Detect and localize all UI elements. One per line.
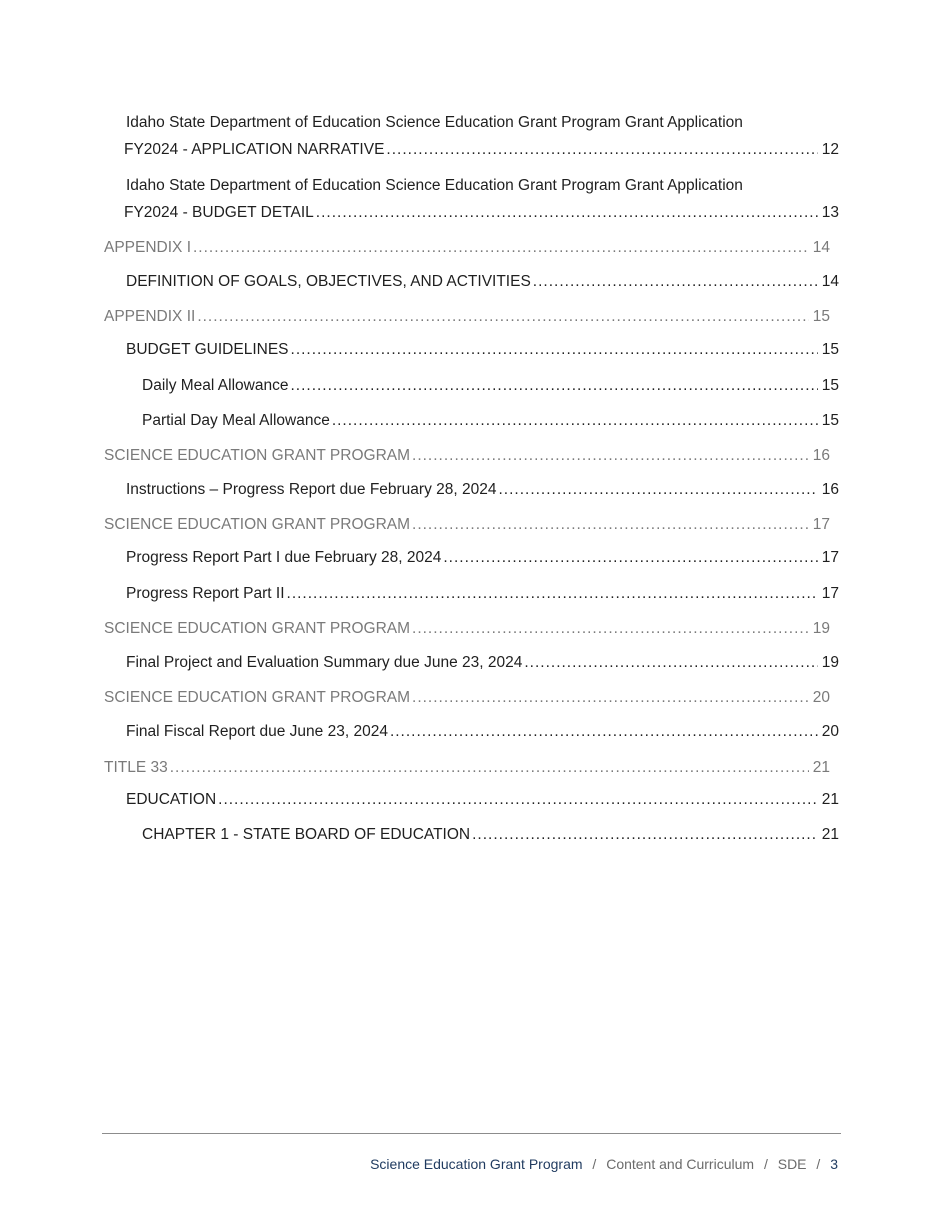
toc-entry[interactable]: [126, 272, 839, 292]
dot-leader: [524, 653, 817, 673]
dot-leader: [332, 411, 818, 431]
toc-entry-page: 14: [821, 273, 839, 290]
toc-entry-page: 21: [821, 791, 839, 808]
toc-entry-page: 15: [812, 308, 830, 325]
dot-leader: [291, 340, 818, 360]
toc-entry[interactable]: [124, 176, 839, 223]
toc-entry-page: 15: [821, 377, 839, 394]
toc-entry-title: APPENDIX II: [104, 308, 196, 325]
footer-program-name: Science Education Grant Program: [370, 1156, 583, 1172]
dot-leader: [412, 619, 809, 639]
toc-entry[interactable]: [126, 584, 839, 604]
toc-entry-page: 21: [812, 759, 830, 776]
dot-leader: [498, 480, 817, 500]
toc-entry-page: 20: [812, 689, 830, 706]
toc-entry-title: APPENDIX I: [104, 239, 191, 256]
toc-entry-page: 17: [821, 549, 839, 566]
toc-entry[interactable]: [142, 376, 839, 396]
toc-entry[interactable]: [126, 653, 839, 673]
toc-entry-title: CHAPTER 1 - STATE BOARD OF EDUCATION: [142, 826, 471, 843]
footer-page-number: 3: [830, 1156, 838, 1172]
toc-entry-page: 15: [821, 341, 839, 358]
toc-entry[interactable]: [126, 340, 839, 360]
toc-entry-page: 16: [821, 481, 839, 498]
toc-entry-title: Final Fiscal Report due June 23, 2024: [126, 723, 388, 740]
footer-agency: SDE: [777, 1156, 807, 1172]
toc-entry-title-line1: Idaho State Department of Education Science Education Grant Program Grant Application: [126, 177, 743, 194]
dot-leader: [193, 238, 809, 258]
toc-entry-title: Progress Report Part II: [126, 585, 285, 602]
toc-entry-page: 17: [812, 516, 830, 533]
toc-entry[interactable]: [104, 307, 830, 327]
toc-entry-title: FY2024 - BUDGET DETAIL: [124, 204, 314, 221]
toc-entry[interactable]: [126, 480, 839, 500]
toc-entry-page: 20: [821, 723, 839, 740]
toc-entry-title: SCIENCE EDUCATION GRANT PROGRAM: [104, 620, 411, 637]
toc-entry[interactable]: [126, 548, 839, 568]
toc-entry[interactable]: [104, 238, 830, 258]
dot-leader: [316, 203, 818, 223]
dot-leader: [472, 825, 818, 845]
footer-separator: /: [816, 1156, 821, 1172]
toc-entry-page: 17: [821, 585, 839, 602]
dot-leader: [412, 515, 809, 535]
footer-divider: [102, 1133, 841, 1134]
dot-leader: [170, 758, 809, 778]
toc-entry[interactable]: [126, 790, 839, 810]
toc-entry-title: Partial Day Meal Allowance: [142, 412, 330, 429]
toc-entry-page: 13: [821, 204, 839, 221]
toc-entry[interactable]: [104, 446, 830, 466]
dot-leader: [290, 376, 817, 396]
toc-entry-title: Progress Report Part I due February 28, 2024: [126, 549, 442, 566]
toc-entry-page: 15: [821, 412, 839, 429]
toc-entry[interactable]: [104, 619, 830, 639]
toc-entry-page: 14: [812, 239, 830, 256]
dot-leader: [197, 307, 808, 327]
toc-entry-title: Daily Meal Allowance: [142, 377, 289, 394]
toc-entry-title: SCIENCE EDUCATION GRANT PROGRAM: [104, 516, 411, 533]
toc-entry[interactable]: [104, 688, 830, 708]
toc-entry-page: 19: [812, 620, 830, 637]
toc-entry-title: EDUCATION: [126, 791, 217, 808]
toc-entry[interactable]: [104, 515, 830, 535]
toc-entry-title: SCIENCE EDUCATION GRANT PROGRAM: [104, 689, 411, 706]
toc-entry-title: BUDGET GUIDELINES: [126, 341, 289, 358]
toc-entry[interactable]: [104, 758, 830, 778]
footer-department: Content and Curriculum: [606, 1156, 755, 1172]
toc-entry-page: 19: [821, 654, 839, 671]
toc-entry-title: Final Project and Evaluation Summary due June 23, 2024: [126, 654, 523, 671]
dot-leader: [386, 140, 817, 160]
dot-leader: [443, 548, 817, 568]
toc-entry[interactable]: [124, 113, 839, 160]
dot-leader: [412, 446, 809, 466]
toc-entry-title: Instructions – Progress Report due February 28, 2024: [126, 481, 497, 498]
toc-entry[interactable]: [126, 722, 839, 742]
toc-entry-title: FY2024 - APPLICATION NARRATIVE: [124, 141, 385, 158]
toc-entry[interactable]: [142, 825, 839, 845]
toc-entry-title: SCIENCE EDUCATION GRANT PROGRAM: [104, 447, 411, 464]
toc-entry-title: DEFINITION OF GOALS, OBJECTIVES, AND ACTIVITIES: [126, 273, 531, 290]
toc-entry-page: 21: [821, 826, 839, 843]
dot-leader: [218, 790, 818, 810]
dot-leader: [287, 584, 818, 604]
toc-entry-page: 12: [821, 141, 839, 158]
footer-separator: /: [592, 1156, 597, 1172]
dot-leader: [533, 272, 818, 292]
toc-entry-title-line1: Idaho State Department of Education Science Education Grant Program Grant Application: [126, 114, 743, 131]
page-footer: [370, 1155, 838, 1173]
toc-entry[interactable]: [142, 411, 839, 431]
footer-separator: /: [763, 1156, 768, 1172]
toc-entry-page: 16: [812, 447, 830, 464]
dot-leader: [412, 688, 809, 708]
dot-leader: [390, 722, 818, 742]
toc-entry-title: TITLE 33: [104, 759, 168, 776]
